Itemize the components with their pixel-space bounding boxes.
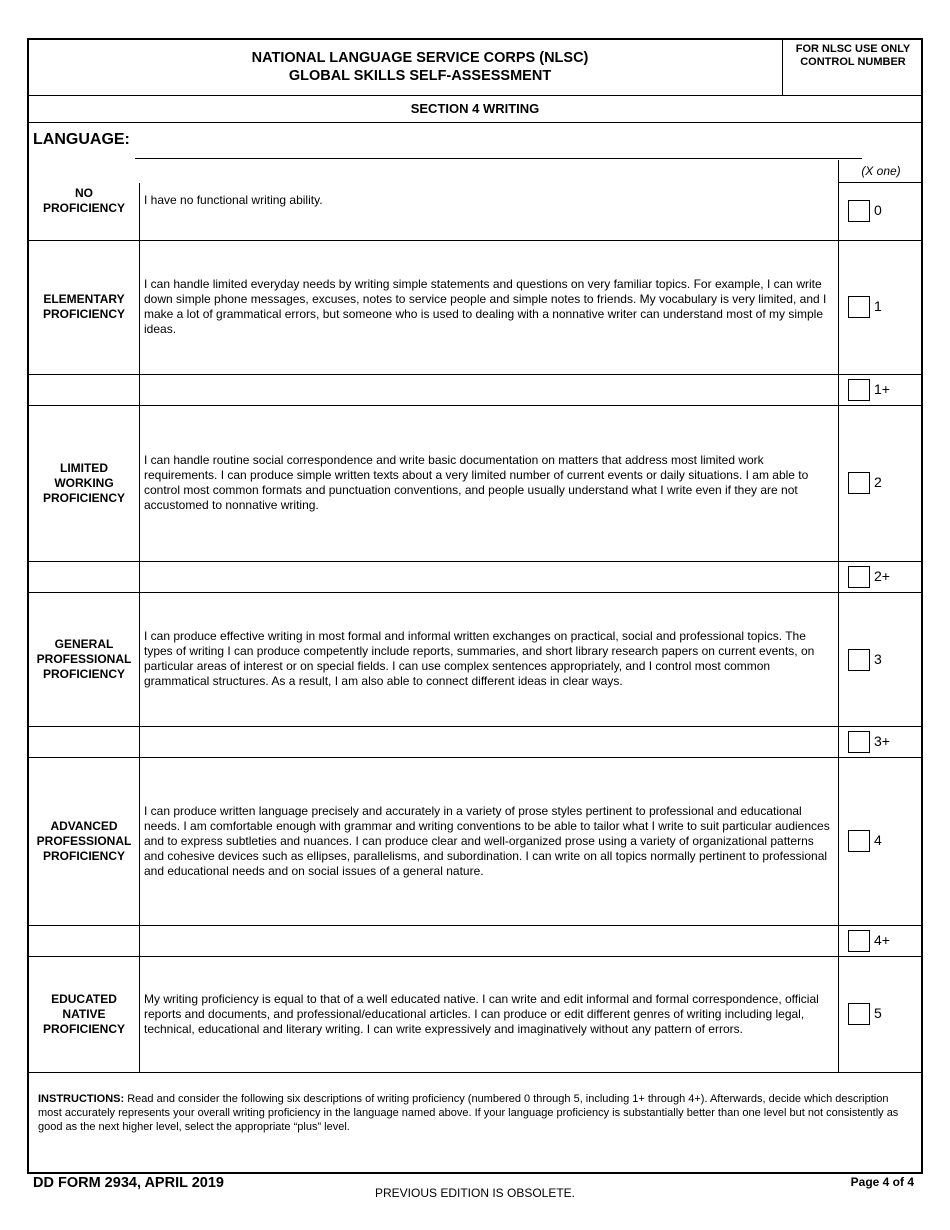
divider [838, 561, 839, 592]
divider [27, 726, 923, 727]
divider [139, 925, 140, 956]
level-value-3plus: 3+ [874, 733, 890, 749]
instructions [38, 1092, 914, 1134]
page-number: Page 4 of 4 [850, 1175, 914, 1189]
level-name-1: ELEMENTARY PROFICIENCY [42, 292, 125, 321]
divider [139, 726, 140, 757]
control-number-label-2: CONTROL NUMBER [800, 56, 906, 68]
divider [838, 183, 839, 240]
level-value-5: 5 [874, 1005, 882, 1021]
divider [27, 561, 923, 562]
level-description-2: I can handle routine social correspondence and write basic documentation on matters that address most limited work requirements. I can produce simple written texts about a very limited number of current events or daily situations. I am able to control most common formats and punctuation conventions, and people usually understand what I write even if they are not accustomed to nonnative writing. [144, 453, 809, 512]
divider [139, 561, 140, 592]
divider [838, 374, 839, 405]
level-value-2: 2 [874, 474, 882, 490]
form-id: DD FORM 2934, APRIL 2019 [33, 1175, 224, 1191]
level-checkbox-1[interactable] [848, 296, 870, 318]
level-value-1plus: 1+ [874, 381, 890, 397]
divider [838, 592, 839, 726]
divider [139, 240, 140, 374]
level-checkbox-2plus[interactable] [848, 566, 870, 588]
level-checkbox-2[interactable] [848, 472, 870, 494]
level-description-4: I can produce written language precisely and accurately in a variety of prose styles pertinent to professional and educational needs. I am comfortable enough with grammar and writing conventions to be able to tailor what I write to suit particular audiences and to express subtleties and nuances. I can produce clear and well-organized prose using a variety of organizational patterns and cohesive devices such as ellipses, parallelisms, and subordination. I can write on all topics normally pertinent to professional and educational needs and on social issues of a general nature. [144, 803, 830, 878]
divider [839, 182, 923, 183]
level-value-2plus: 2+ [874, 568, 890, 584]
level-name-5: EDUCATED NATIVE PROFICIENCY [42, 991, 125, 1036]
level-description-1: I can handle limited everyday needs by writing simple statements and questions on very familiar topics. For example, I can write down simple phone messages, excuses, notes to service people and simple notes to friends. My vocabulary is very limited, and I make a lot of grammatical errors, but someone who is used to dealing with a nonnative writer can understand most of my simple ideas. [144, 277, 827, 336]
level-name-2: LIMITED WORKING PROFICIENCY [42, 460, 125, 505]
form-title-line1: NATIONAL LANGUAGE SERVICE CORPS (NLSC) [251, 50, 589, 66]
divider [139, 405, 140, 561]
level-description-3: I can produce effective writing in most formal and informal written exchanges on practical, social and professional topics. The types of writing I can produce competently include reports, summaries, and short library research papers on current events, on particular areas of interest or on special fields. I can use complex sentences appropriately, and I control most common grammatical structures. As a result, I am also able to connect different ideas in clear ways. [144, 629, 815, 688]
divider [838, 405, 839, 561]
level-checkbox-0[interactable] [848, 200, 870, 222]
divider [27, 122, 923, 123]
level-name-0: NO PROFICIENCY [42, 186, 125, 215]
section-title: SECTION 4 WRITING [410, 101, 540, 116]
level-value-0: 0 [874, 202, 882, 218]
level-checkbox-4plus[interactable] [848, 930, 870, 952]
divider [838, 925, 839, 956]
divider [139, 956, 140, 1072]
divider [139, 592, 140, 726]
instructions-text: Read and consider the following six descriptions of writing proficiency (numbered 0 through 5, including 1+ through 4+). Afterwards, decide which description most accurately represents your overall writing proficiency in the language named above. If your language proficiency is substantially better than one level but not consistently as good as the next higher level, select the appropriate “plus” level. [38, 1093, 899, 1133]
level-description-5: My writing proficiency is equal to that of a well educated native. I can write and edit informal and formal correspondence, official reports and documents, and professional/educational articles. I can produce or edit different genres of writing including legal, technical, educational and literary writing. I can write expressively and imaginatively without any pattern of errors. [144, 991, 819, 1036]
form-title-line2: GLOBAL SKILLS SELF-ASSESSMENT [288, 68, 552, 84]
divider [139, 183, 140, 240]
divider [27, 1072, 923, 1073]
x-one-label: (X one) [861, 164, 901, 178]
obsolete-notice: PREVIOUS EDITION IS OBSOLETE. [374, 1186, 576, 1200]
level-value-1: 1 [874, 298, 882, 314]
level-description-0: I have no functional writing ability. [144, 192, 323, 207]
level-value-4plus: 4+ [874, 932, 890, 948]
level-checkbox-3[interactable] [848, 649, 870, 671]
control-number-label: FOR NLSC USE ONLY [795, 43, 911, 55]
instructions-label: INSTRUCTIONS: [38, 1093, 125, 1105]
language-input[interactable] [135, 128, 862, 159]
level-value-3: 3 [874, 651, 882, 667]
level-checkbox-3plus[interactable] [848, 731, 870, 753]
divider [838, 240, 839, 374]
level-checkbox-4[interactable] [848, 830, 870, 852]
level-value-4: 4 [874, 832, 882, 848]
level-name-4: ADVANCED PROFESSIONAL PROFICIENCY [36, 818, 132, 863]
language-label: LANGUAGE: [33, 131, 130, 148]
divider [139, 757, 140, 925]
divider [27, 925, 923, 926]
level-checkbox-5[interactable] [848, 1003, 870, 1025]
divider [27, 95, 923, 96]
divider [838, 956, 839, 1072]
divider [27, 374, 923, 375]
divider [139, 374, 140, 405]
level-name-3: GENERAL PROFESSIONAL PROFICIENCY [36, 636, 132, 681]
level-checkbox-1plus[interactable] [848, 379, 870, 401]
divider [838, 726, 839, 757]
divider [838, 757, 839, 925]
